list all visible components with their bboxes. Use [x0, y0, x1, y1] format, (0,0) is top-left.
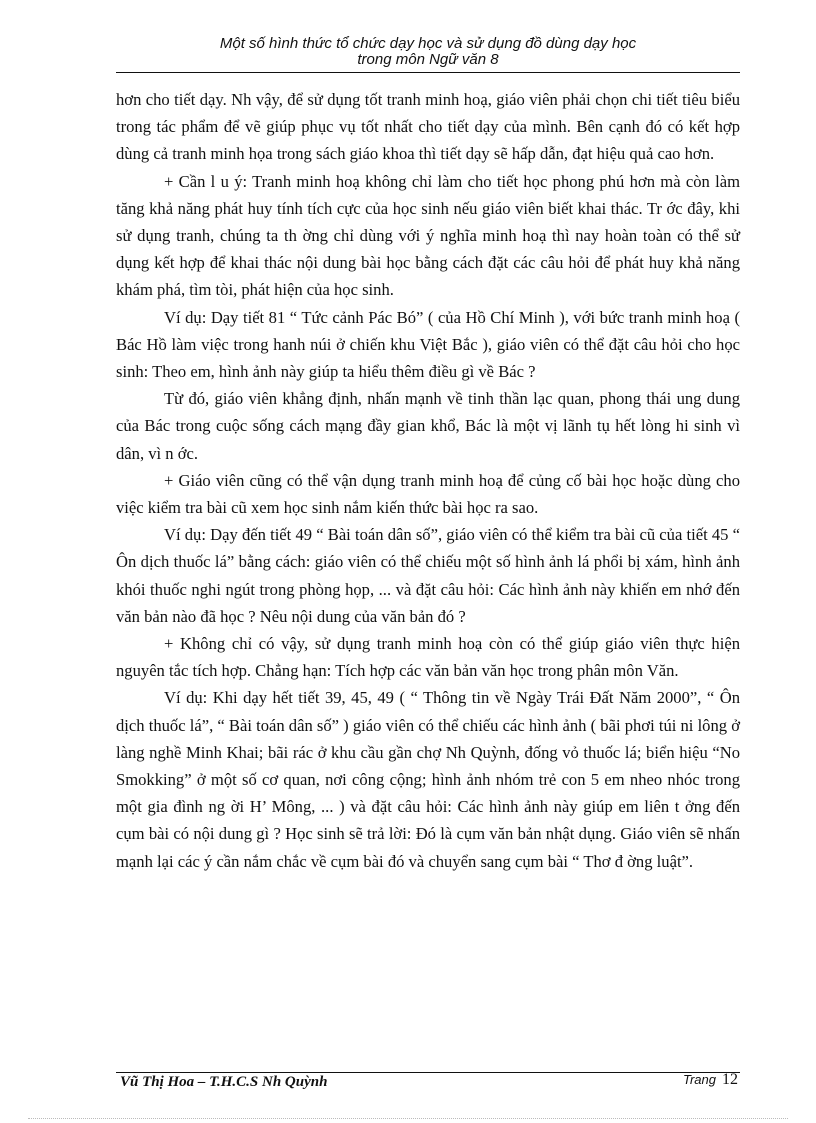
header-title-line2: trong môn Ngữ văn 8	[357, 51, 499, 68]
paragraph: + Không chỉ có vậy, sử dụng tranh minh hoạ còn có thể giúp giáo viên thực hiện nguyên tắc tích hợp. Chẳng hạn: Tích hợp các văn bản văn học trong phân môn Văn.	[116, 634, 740, 681]
paragraph-example: Ví dụ: Khi dạy hết tiết 39, 45, 49 ( “ Thông tin về Ngày Trái Đất Năm 2000”, “ Ôn dịch thuốc lá”, “ Bài toán dân số” ) giáo viên có thể chiếu các hình ảnh ( bãi phơi túi ni lông ở làng nghề Minh Khai; bãi rác ở khu cầu gần chợ Nh Quỳnh, đống vỏ thuốc lá; biển hiệu “No Smokking” ở một số cơ quan, nơi công cộng; hình ảnh nhóm trẻ con 5 em nheo nhóc trong một gia đình ng ời H’ Mông, ... ) và đặt câu hỏi: Các hình ảnh này giúp em liên t ởng đến cụm bài có nội dung gì ? Học sinh sẽ trả lời: Đó là cụm văn bản nhật dụng. Giáo viên sẽ nhấn mạnh lại các ý cần nắm chắc về cụm bài đó và chuyển sang cụm bài “ Thơ đ ờng luật”.	[116, 688, 740, 871]
header-title-line1: Một số hình thức tổ chức dạy học và sử dụng đồ dùng dạy học	[219, 35, 637, 52]
document-body	[116, 86, 740, 875]
paragraph-example: Ví dụ: Dạy đến tiết 49 “ Bài toán dân số”, giáo viên có thể kiểm tra bài cũ của tiết 45 “ Ôn dịch thuốc lá” bằng cách: giáo viên có thể chiếu một số hình ảnh lá phổi bị xám, hình ảnh khói thuốc nghi ngút trong phòng họp, ... và đặt câu hỏi: Các hình ảnh này khiến em nhớ đến văn bản nào đã học ? Nêu nội dung của văn bản đó ?	[116, 525, 740, 626]
page-bottom-border	[28, 1118, 788, 1119]
page-label: Trang	[683, 1072, 716, 1087]
paragraph: Từ đó, giáo viên khẳng định, nhấn mạnh về tinh thần lạc quan, phong thái ung dung của Bác trong cuộc sống cách mạng đầy gian khổ, Bác là một vị lãnh tụ hết lòng hi sinh vì dân, vì n ớc.	[116, 389, 740, 463]
page-number	[683, 1071, 738, 1089]
page-number-value: 12	[722, 1071, 738, 1088]
page-header	[116, 36, 740, 68]
paragraph-note: + Cần l u ý: Tranh minh hoạ không chỉ làm cho tiết học phong phú hơn mà còn làm tăng khả năng phát huy tính tích cực của học sinh nếu giáo viên biết khai thác. Tr ớc đây, khi sử dụng tranh, chúng ta th ờng chỉ dùng với ý nghĩa minh hoạ thì nay hoàn toàn có thể sử dụng kết hợp để khai thác nội dung bài học bằng cách đặt các câu hỏi để phát huy khả năng khám phá, tìm tòi, phát hiện của học sinh.	[116, 171, 740, 300]
header-divider	[116, 72, 740, 73]
page-footer	[116, 1073, 740, 1095]
paragraph-example: Ví dụ: Dạy tiết 81 “ Tức cảnh Pác Bó” ( của Hồ Chí Minh ), với bức tranh minh hoạ ( Bác Hồ làm việc trong hanh núi ở chiến khu Việt Bắc ), giáo viên có thể đặt câu hỏi cho học sinh: Theo em, hình ảnh này giúp ta hiểu thêm điều gì về Bác ?	[116, 307, 740, 382]
paragraph: + Giáo viên cũng có thể vận dụng tranh minh hoạ để củng cố bài học hoặc dùng cho việc kiểm tra bài cũ xem học sinh nắm kiến thức bài học ra sao.	[116, 470, 740, 518]
paragraph-continuation: hơn cho tiết dạy. Nh vậy, để sử dụng tốt tranh minh hoạ, giáo viên phải chọn chi tiết tiêu biểu trong tác phẩm để vẽ giúp phục vụ tốt nhất cho tiết dạy của mình. Bên cạnh đó có kết hợp dùng cả tranh minh họa trong sách giáo khoa thì tiết dạy sẽ hấp dẫn, đạt hiệu quả cao hơn.	[116, 90, 740, 164]
footer-author: Vũ Thị Hoa – T.H.C.S Nh Quỳnh	[120, 1074, 328, 1090]
